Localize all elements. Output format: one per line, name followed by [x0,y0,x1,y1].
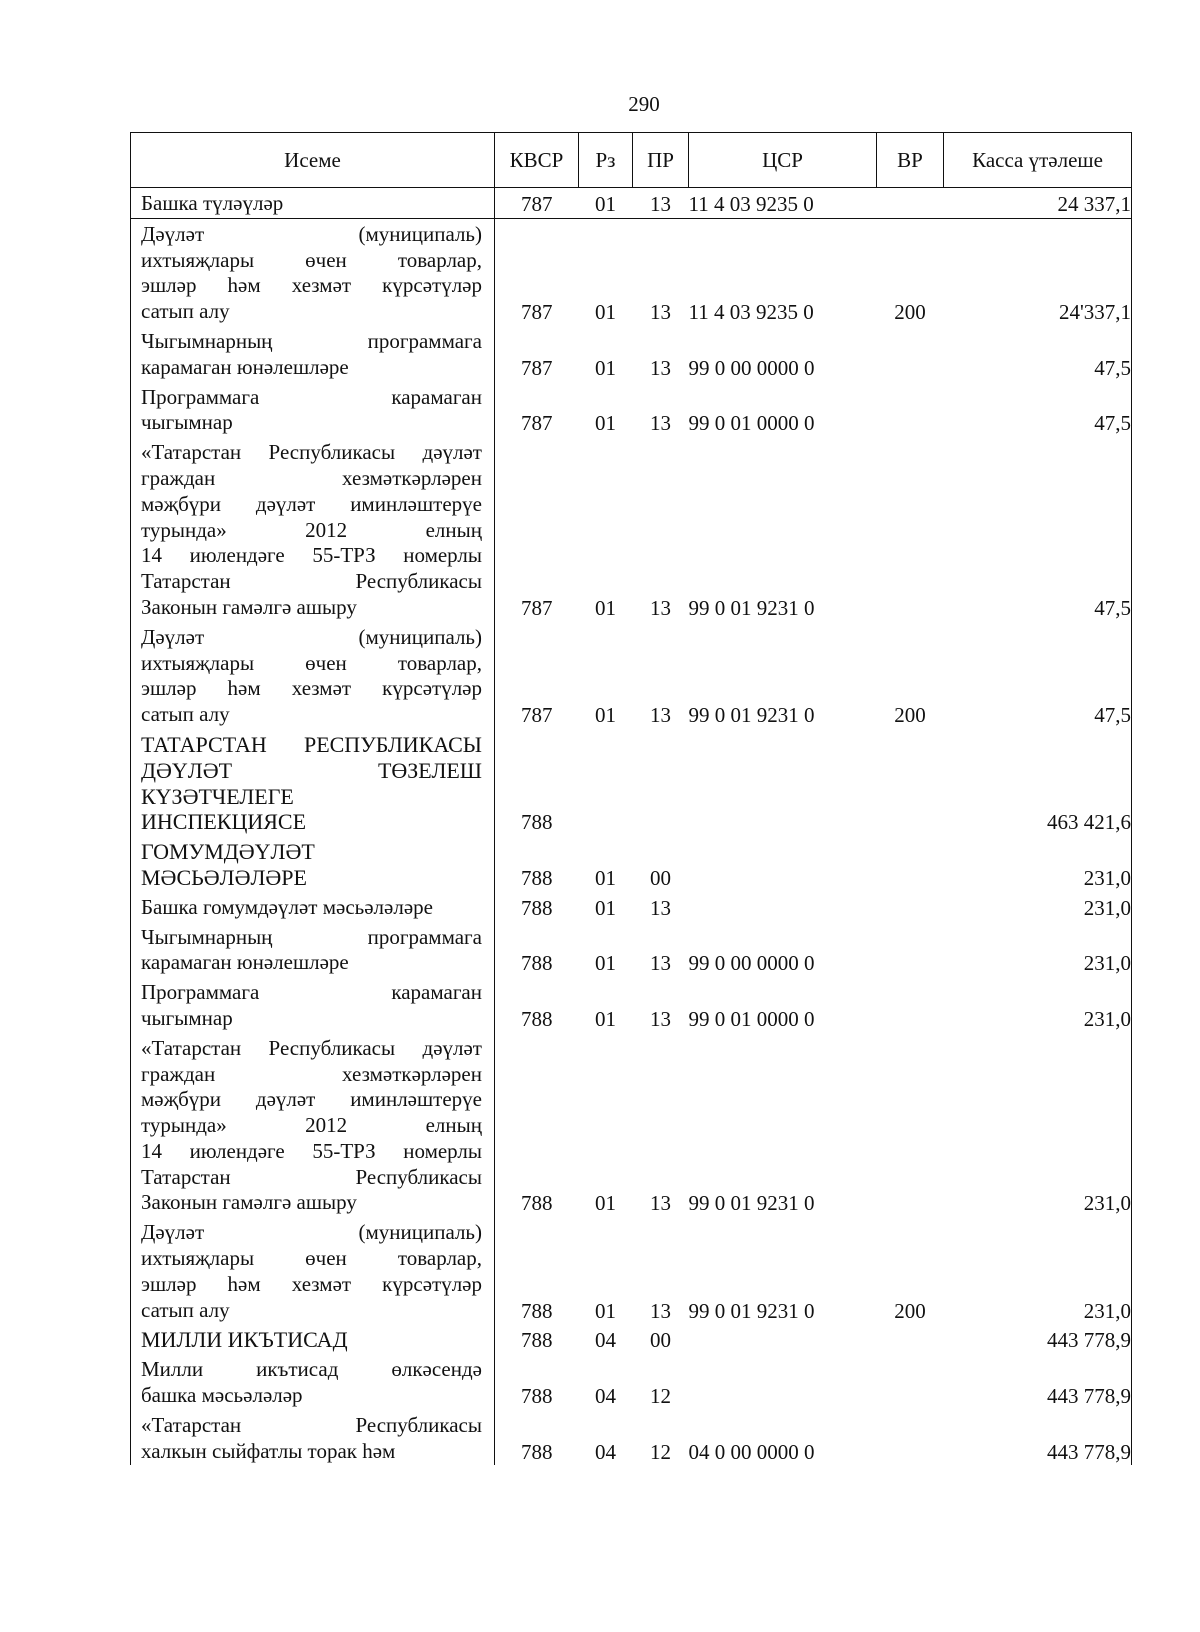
row-rz: 04 [595,1384,616,1409]
row-pr: 13 [633,188,689,219]
row-csr: 99 0 01 9231 0 [688,703,815,728]
row-vr [877,892,944,922]
row-name [131,977,494,1033]
page-number: 290 [628,92,660,116]
row-vr [877,977,944,1033]
row-sum: 231,0 [944,836,1132,892]
row-csr: 99 0 00 0000 0 [688,355,815,380]
row-vr [877,922,944,978]
row-vr [877,1354,944,1410]
row-rz: 01 [595,595,616,620]
row-name-cell [131,729,495,836]
row-vr [877,1033,944,1218]
row-name-line: Башка түләүләр [141,191,284,215]
row-name-line: чыгымнар [141,1005,233,1030]
row-kvsr: 788 [495,922,579,978]
row-csr: 11 4 03 9235 0 [689,188,877,219]
row-rz [579,729,633,836]
table-row [131,1354,1132,1410]
row-kvsr: 787 [495,622,579,729]
table-row [131,892,1132,922]
row-pr: 12 [650,1439,671,1464]
row-name-line: Программага карамаган [141,384,482,409]
row-name-line: Дәүләт (муниципаль) [141,1220,482,1245]
table-row [131,922,1132,978]
row-csr: 99 0 01 0000 0 [688,1006,815,1031]
row-sum: 231,0 [944,1033,1132,1218]
table-row [131,437,1132,622]
budget-table [130,132,1132,1465]
row-pr: 00 [650,1328,671,1353]
row-kvsr: 787 [495,382,579,438]
row-pr: 13 [650,703,671,728]
row-vr [877,1324,944,1354]
table-row [131,729,1132,836]
row-csr: 99 0 01 9231 0 [688,1191,815,1216]
header-csr: ЦСР [689,133,877,188]
row-name [131,622,494,729]
table-row [131,1217,1132,1324]
row-rz: 01 [595,300,616,325]
row-kvsr: 788 [495,1033,579,1218]
row-sum: 231,0 [944,922,1132,978]
row-name-line: КҮЗӘТЧЕЛЕГЕ [141,783,294,809]
row-name-line: Программага карамаган [141,980,482,1005]
row-pr: 13 [650,1191,671,1216]
row-kvsr: 788 [495,729,579,836]
header-name: Исеме [131,133,495,188]
row-kvsr: 788 [495,1324,579,1354]
row-name-cell [131,1324,495,1354]
row-name-line: ДӘҮЛӘТ ТӨЗЕЛЕШ [141,757,482,783]
row-sum: 231,0 [944,977,1132,1033]
row-sum: 24'337,1 [944,218,1132,326]
row-sum: 47,5 [944,326,1132,382]
row-kvsr: 787 [495,437,579,622]
row-csr [689,892,877,922]
row-vr [877,836,944,892]
row-rz: 01 [595,951,616,976]
row-name-line: граждан хезмәткәрләрен [141,1061,482,1086]
row-kvsr: 788 [495,836,579,892]
row-kvsr: 788 [495,1217,579,1324]
row-rz: 01 [595,865,616,890]
row-csr [689,1324,877,1354]
row-name-line: Законын гамәлгә ашыру [141,1190,357,1215]
row-kvsr: 787 [495,218,579,326]
table-header [131,133,1132,188]
row-name-line: халкын сыйфатлы торак һәм [141,1438,396,1463]
row-name-line: чыгымнар [141,410,233,435]
row-pr: 13 [650,1006,671,1031]
row-name-line: эшләр һәм хезмәт күрсәтүләр [141,1271,482,1296]
row-rz: 04 [595,1328,616,1353]
header-rz: Рз [579,133,633,188]
row-kvsr: 788 [495,1410,579,1466]
row-name-cell [131,1354,495,1410]
row-name [131,1410,494,1466]
row-name-line: «Татарстан Республикасы дәүләт [141,440,482,465]
row-name-cell [131,1410,495,1466]
row-pr: 00 [650,865,671,890]
row-pr: 13 [650,895,671,920]
row-name-line: башка мәсьәләләр [141,1383,303,1408]
header-vr: ВР [877,133,944,188]
row-name-line: ихтыяҗлары өчен товарлар, [141,650,482,675]
row-name-line: карамаган юнәлешләре [141,354,349,379]
row-csr [689,1354,877,1410]
row-sum: 443 778,9 [944,1354,1132,1410]
row-csr: 99 0 01 9231 0 [688,595,815,620]
row-name-line: Дәүләт (муниципаль) [141,221,482,246]
row-csr: 99 0 01 0000 0 [688,411,815,436]
row-name-line: 14 июлендәге 55-ТРЗ номерлы [141,543,482,568]
row-name [131,326,494,382]
table-row [131,218,1132,326]
row-sum: 47,5 [944,382,1132,438]
row-name-line: Татарстан Республикасы [141,569,482,594]
row-vr: 200 [894,300,926,325]
table-row [131,1410,1132,1466]
row-name-line: ТАТАРСТАН РЕСПУБЛИКАСЫ [141,731,482,757]
row-name-line: 14 июлендәге 55-ТРЗ номерлы [141,1138,482,1163]
row-name [131,219,494,326]
row-name-cell [131,836,495,892]
row-name-line: сатып алу [141,299,230,324]
row-name-line: МӘСЬӘЛӘЛӘРЕ [141,864,307,890]
row-name-line: Башка гомумдәүләт мәсьәләләре [141,894,433,919]
row-rz: 01 [595,1191,616,1216]
row-name-cell [131,382,495,438]
row-name-line: эшләр һәм хезмәт күрсәтүләр [141,676,482,701]
row-csr [689,729,877,836]
row-rz: 01 [595,1298,616,1323]
row-name-line: сатып алу [141,1297,230,1322]
row-sum: 24 337,1 [944,188,1132,219]
row-name [131,729,494,836]
row-name-line: карамаган юнәлешләре [141,950,349,975]
row-kvsr: 787 [495,188,579,219]
row-name [131,922,494,978]
row-name-cell [131,188,495,219]
row-pr: 13 [650,595,671,620]
row-name-cell [131,622,495,729]
row-name-line: «Татарстан Республикасы дәүләт [141,1035,482,1060]
header-pr: ПР [633,133,689,188]
row-vr [877,188,944,219]
header-kvsr: КВСР [495,133,579,188]
row-pr: 13 [650,411,671,436]
row-pr: 12 [650,1384,671,1409]
row-pr: 13 [650,355,671,380]
row-name-line: мәҗбүри дәүләт иминләштерүе [141,1087,482,1112]
table-row [131,1033,1132,1218]
row-name-line: МИЛЛИ ИКЪТИСАД [141,1327,348,1353]
row-name-line: турында» 2012 елның [141,517,482,542]
row-rz: 04 [595,1439,616,1464]
row-name-line: Законын гамәлгә ашыру [141,594,357,619]
row-vr [877,382,944,438]
table-row [131,1324,1132,1354]
row-name-cell [131,977,495,1033]
row-rz: 01 [579,188,633,219]
row-name-cell [131,437,495,622]
row-name [131,1354,494,1410]
table-body [131,188,1132,1466]
row-rz: 01 [595,895,616,920]
row-pr: 13 [650,300,671,325]
row-name-cell [131,218,495,326]
row-vr [877,729,944,836]
row-name-line: ихтыяҗлары өчен товарлар, [141,1246,482,1271]
row-name [131,188,494,218]
row-sum: 47,5 [944,437,1132,622]
row-csr: 99 0 00 0000 0 [688,951,815,976]
row-vr: 200 [894,1298,926,1323]
table-row [131,382,1132,438]
row-sum: 231,0 [944,892,1132,922]
row-pr: 13 [650,951,671,976]
table-row [131,326,1132,382]
row-name-line: Татарстан Республикасы [141,1164,482,1189]
table-row [131,622,1132,729]
row-name-line: турында» 2012 елның [141,1113,482,1138]
row-name-line: мәҗбүри дәүләт иминләштерүе [141,491,482,516]
row-rz: 01 [595,355,616,380]
row-vr [877,437,944,622]
row-csr: 11 4 03 9235 0 [688,300,814,325]
row-pr: 13 [650,1298,671,1323]
row-name-cell [131,1033,495,1218]
row-kvsr: 787 [495,326,579,382]
row-csr: 04 0 00 0000 0 [688,1439,815,1464]
row-rz: 01 [595,703,616,728]
row-name-line: ИНСПЕКЦИЯСЕ [141,809,307,835]
header-sum: Касса үтәлеше [944,133,1132,188]
row-csr: 99 0 01 9231 0 [688,1298,815,1323]
row-kvsr: 788 [495,892,579,922]
row-name-cell [131,922,495,978]
row-name-line: ГОМУМДӘҮЛӘТ [141,839,315,865]
row-vr: 200 [894,703,926,728]
row-name-cell [131,892,495,922]
row-name-cell [131,1217,495,1324]
row-sum: 443 778,9 [944,1324,1132,1354]
row-sum: 47,5 [944,622,1132,729]
row-name-line: Чыгымнарның программага [141,328,482,353]
row-csr [689,836,877,892]
row-name [131,437,494,622]
row-name [131,892,494,922]
row-name-line: ихтыяҗлары өчен товарлар, [141,247,482,272]
row-name-line: граждан хезмәткәрләрен [141,465,482,490]
row-name-line: Милли икътисад өлкәсендә [141,1357,482,1382]
row-name [131,1324,494,1354]
row-rz: 01 [595,1006,616,1031]
table-row [131,977,1132,1033]
row-sum: 463 421,6 [944,729,1132,836]
row-name [131,1217,494,1324]
table-row [131,836,1132,892]
row-name-line: эшләр һәм хезмәт күрсәтүләр [141,273,482,298]
row-name-line: «Татарстан Республикасы [141,1412,482,1437]
row-name-line: Дәүләт (муниципаль) [141,624,482,649]
row-rz: 01 [595,411,616,436]
row-name [131,382,494,438]
table-row [131,188,1132,219]
row-pr [633,729,689,836]
row-name [131,1033,494,1218]
row-kvsr: 788 [495,977,579,1033]
row-vr [877,326,944,382]
row-vr [877,1410,944,1466]
row-sum: 231,0 [944,1217,1132,1324]
row-name-cell [131,326,495,382]
row-name [131,836,494,892]
row-sum: 443 778,9 [944,1410,1132,1466]
row-name-line: сатып алу [141,702,230,727]
row-name-line: Чыгымнарның программага [141,924,482,949]
row-kvsr: 788 [495,1354,579,1410]
